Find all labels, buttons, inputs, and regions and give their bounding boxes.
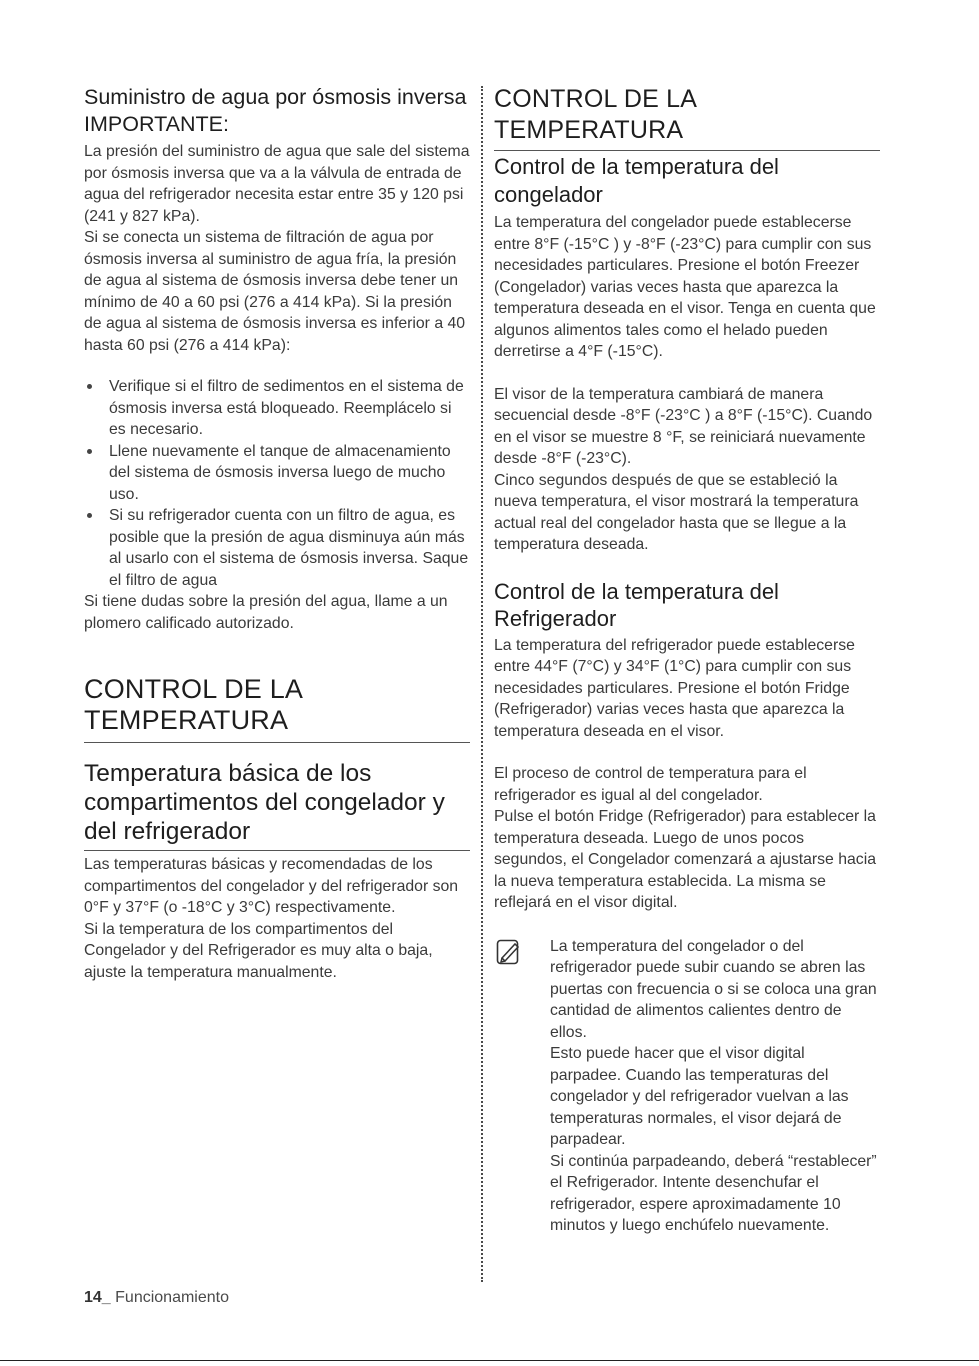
freezer-heading: Control de la temperatura del congelador (494, 154, 779, 207)
heading-divider (84, 850, 470, 851)
page-footer (84, 1289, 229, 1307)
note-paragraph-2: Esto puede hacer que el visor digital parpadee. Cuando las temperaturas del congelador y del refrigerador vuelvan a las temperaturas normales, el visor dejará de parpadear. (550, 1045, 849, 1148)
basic-paragraph-1: Las temperaturas básicas y recomendadas de los compartimentos del congelador y del refrigerador son 0°F y 37°F (o -18°C y 3°C) respectivamente. (84, 856, 459, 916)
bullet-icon (87, 513, 92, 518)
freezer-paragraph-1: La temperatura del congelador puede establecerse entre 8°F (-15°C ) y -8°F (-23°C) para cumplir con sus necesidades particulares. Presione el botón Freezer (Congelador) varias veces hasta que aparezca la temperatura deseada en el visor. Tenga en cuenta que algunos alimentos tales como el helado pueden derretirse a 4°F (-15°C). (494, 214, 876, 360)
freezer-paragraph-3: Cinco segundos después de que se estableció la nueva temperatura, el visor mostrará la temperatura actual real del congelador hasta que se llegue a la temperatura deseada. (494, 471, 859, 553)
list-item (84, 441, 470, 506)
ro-paragraph-2: Si se conecta un sistema de filtración de agua por ósmosis inversa al suministro de agua fría, la presión de agua al sistema de ósmosis inversa debe tener un mínimo de 40 a 60 psi (276 a 414 kPa). Si la presión de agua al sistema de ósmosis inversa es inferior a 40 hasta 60 psi (276 a 414 kPa): (84, 229, 466, 354)
note-block (494, 936, 880, 1237)
column-divider (481, 86, 483, 1282)
bullet-icon (87, 384, 92, 389)
bullet-icon (87, 449, 92, 454)
section-title-left: CONTROL DE LA TEMPERATURA (84, 674, 302, 735)
list-item (84, 376, 470, 441)
note-paragraph-3: Si continúa parpadeando, deberá “restablecer” el Refrigerador. Intente desenchufar el refrigerador, espere aproximadamente 10 minutos y luego enchúfelo nuevamente. (550, 1152, 877, 1234)
list-item (84, 505, 470, 591)
right-column (494, 84, 880, 1237)
fridge-paragraph-3: Pulse el botón Fridge (Refrigerador) para establecer la temperatura deseada. Luego de unos pocos segundos, el Congelador comenzará a ajustarse hacia la nueva temperatura establecida. La misma se reflejará en el visor digital. (494, 808, 876, 911)
ro-after-bullets: Si tiene dudas sobre la presión del agua, llame a un plomero calificado autorizado. (84, 593, 448, 632)
fridge-heading: Control de la temperatura del Refrigerador (494, 578, 779, 631)
footer-section: Funcionamiento (110, 1289, 229, 1306)
bullet-text: Si su refrigerador cuenta con un filtro de agua, es posible que la presión de agua disminuya aún más al usarlo con el sistema de ósmosis inversa. Saque el filtro de agua (109, 507, 469, 589)
page-number: 14_ (84, 1289, 111, 1306)
basic-paragraph-2: Si la temperatura de los compartimentos del Congelador y del Refrigerador es muy alta o baja, ajuste la temperatura manualmente. (84, 920, 433, 981)
note-icon (496, 939, 522, 965)
section-title-right: CONTROL DE LA TEMPERATURA (494, 85, 696, 144)
ro-paragraph-1: La presión del suministro de agua que sale del sistema por ósmosis inversa que va a la válvula de entrada de agua del refrigerador necesita estar entre 35 y 120 psi (241 y 827 kPa). (84, 143, 470, 225)
section-divider (494, 150, 880, 151)
bullet-text: Verifique si el filtro de sedimentos en el sistema de ósmosis inversa está bloqueado. Reemplácelo si es necesario. (109, 378, 464, 438)
note-paragraph-1: La temperatura del congelador o del refrigerador puede subir cuando se abren las puertas con frecuencia o si se coloca una gran cantidad de alimentos calientes dentro de ellos. (550, 937, 877, 1041)
ro-bullet-list (84, 376, 470, 591)
bottom-rule (0, 1360, 979, 1361)
ro-heading: Suministro de agua por ósmosis inversa IMPORTANTE: (84, 85, 467, 136)
left-column (84, 84, 470, 983)
bullet-text: Llene nuevamente el tanque de almacenamiento del sistema de ósmosis inversa luego de mucho uso. (109, 442, 451, 503)
freezer-paragraph-2: El visor de la temperatura cambiará de manera secuencial desde -8°F (-23°C ) a 8°F (-15°C). Cuando en el visor se muestre 8 °F, se reiniciará nuevamente desde -8°F (-23°C). (494, 385, 873, 467)
fridge-paragraph-2: El proceso de control de temperatura para el refrigerador es igual al del congelador. (494, 765, 807, 804)
basic-temp-heading: Temperatura básica de los compartimentos del congelador y del refrigerador (84, 760, 445, 845)
fridge-paragraph-1: La temperatura del refrigerador puede establecerse entre 44°F (7°C) y 34°F (1°C) para cumplir con sus necesidades particulares. Presione el botón Fridge (Refrigerador) varias veces hasta que aparezca la temperatura deseada en el visor. (494, 636, 855, 740)
